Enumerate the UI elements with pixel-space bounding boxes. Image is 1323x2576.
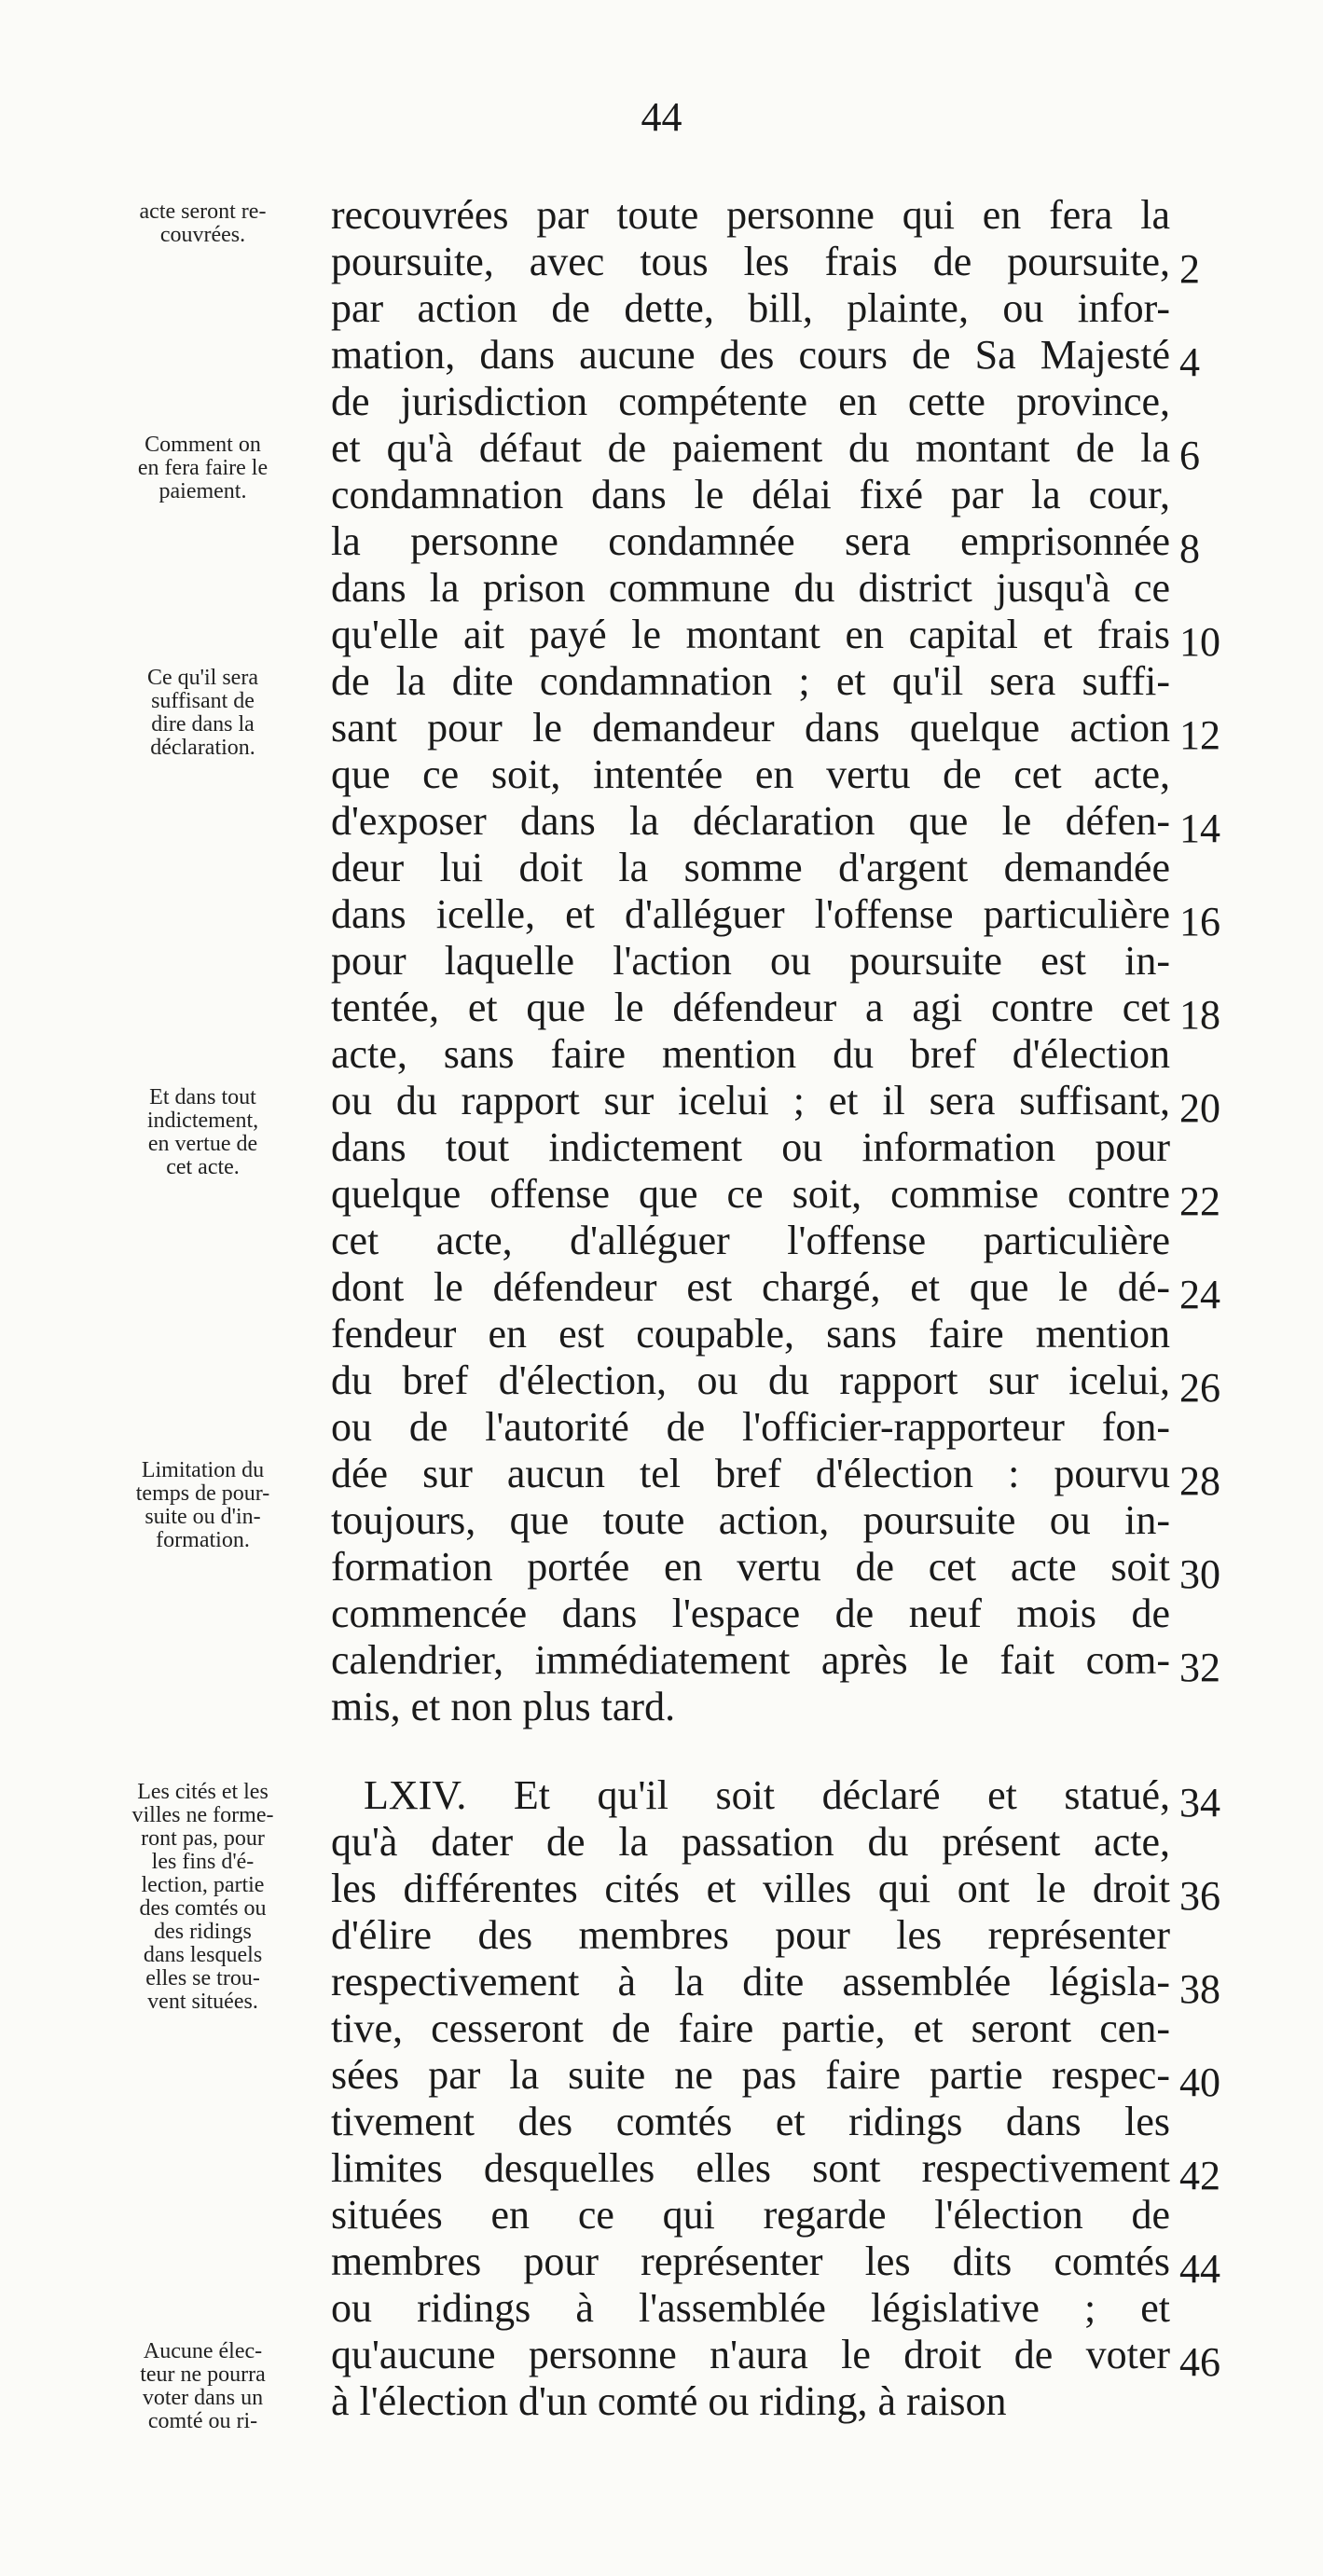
- line-number: 46: [1179, 2339, 1220, 2385]
- body-line: dans icelle, et d'alléguer l'offense particulière: [331, 891, 1170, 937]
- line-number: 4: [1179, 339, 1200, 385]
- body-line: la personne condamnée sera emprisonnée: [331, 518, 1170, 564]
- body-line: de la dite condamnation ; et qu'il sera suffi-: [331, 658, 1170, 704]
- margin-note: [103, 200, 303, 247]
- margin-note-line: elles se trou-: [145, 1966, 260, 1991]
- margin-note-line: suffisant de: [151, 689, 255, 713]
- body-line: ou ridings à l'assemblée législative ; et: [331, 2285, 1170, 2331]
- body-line: recouvrées par toute personne qui en fera la: [331, 192, 1170, 238]
- body-line: respectivement à la dite assemblée législa-: [331, 1959, 1170, 2004]
- line-number: 38: [1179, 1966, 1220, 2012]
- margin-note-line: villes ne forme-: [131, 1803, 274, 1827]
- line-number: 6: [1179, 433, 1200, 478]
- body-line: mation, dans aucune des cours de Sa Majesté: [331, 332, 1170, 378]
- line-number: 30: [1179, 1551, 1220, 1597]
- body-line: sées par la suite ne pas faire partie respec-: [331, 2052, 1170, 2098]
- body-line: calendrier, immédiatement après le fait com-: [331, 1637, 1170, 1683]
- line-number: 44: [1179, 2246, 1220, 2292]
- line-number: 22: [1179, 1178, 1220, 1224]
- line-number: 20: [1179, 1085, 1220, 1131]
- line-number: 42: [1179, 2153, 1220, 2198]
- body-line: que ce soit, intentée en vertu de cet acte,: [331, 751, 1170, 797]
- margin-note-line: Ce qu'il sera: [147, 666, 258, 690]
- body-line: qu'aucune personne n'aura le droit de voter: [331, 2332, 1170, 2377]
- body-line: LXIV. Et qu'il soit déclaré et statué,: [364, 1772, 1170, 1818]
- margin-note: [103, 667, 303, 760]
- body-line: les différentes cités et villes qui ont le droit: [331, 1866, 1170, 1911]
- margin-note-line: suite ou d'in-: [145, 1505, 261, 1529]
- body-line: tive, cesseront de faire partie, et seront cen-: [331, 2005, 1170, 2051]
- margin-note-line: des comtés ou: [139, 1896, 267, 1921]
- margin-note-line: teur ne pourra: [140, 2362, 266, 2387]
- margin-note-line: lection, partie: [141, 1873, 265, 1897]
- line-number: 16: [1179, 899, 1220, 944]
- body-line: du bref d'élection, ou du rapport sur icelui,: [331, 1357, 1170, 1403]
- body-line: toujours, que toute action, poursuite ou in-: [331, 1497, 1170, 1543]
- margin-note: [103, 434, 303, 503]
- body-line: poursuite, avec tous les frais de poursuite,: [331, 239, 1170, 284]
- body-line: deur lui doit la somme d'argent demandée: [331, 845, 1170, 890]
- margin-note-line: Les cités et les: [137, 1780, 269, 1804]
- margin-note: [103, 1459, 303, 1552]
- body-line: mis, et non plus tard.: [331, 1684, 676, 1729]
- body-line: et qu'à défaut de paiement du montant de la: [331, 425, 1170, 471]
- line-number: 8: [1179, 526, 1200, 572]
- margin-note-line: Aucune élec-: [143, 2339, 263, 2363]
- body-line: tentée, et que le défendeur a agi contre cet: [331, 985, 1170, 1030]
- body-line: de jurisdiction compétente en cette province,: [331, 379, 1170, 424]
- body-line: d'élire des membres pour les représenter: [331, 1912, 1170, 1958]
- margin-note-line: en vertue de: [147, 1132, 258, 1156]
- body-line: situées en ce qui regarde l'élection de: [331, 2192, 1170, 2238]
- body-line: qu'elle ait payé le montant en capital et frais: [331, 612, 1170, 657]
- body-line: sant pour le demandeur dans quelque action: [331, 705, 1170, 751]
- body-line: dée sur aucun tel bref d'élection : pourvu: [331, 1451, 1170, 1496]
- margin-note-line: Limitation du: [141, 1458, 265, 1482]
- margin-note-line: indictement,: [146, 1109, 259, 1133]
- margin-note-line: ront pas, pour: [141, 1826, 265, 1851]
- body-line: commencée dans l'espace de neuf mois de: [331, 1591, 1170, 1636]
- margin-note-line: formation.: [156, 1528, 250, 1552]
- body-line: cet acte, d'alléguer l'offense particulière: [331, 1218, 1170, 1263]
- body-line: condamnation dans le délai fixé par la cour,: [331, 472, 1170, 517]
- line-number: 10: [1179, 619, 1220, 665]
- body-line: tivement des comtés et ridings dans les: [331, 2099, 1170, 2144]
- margin-note-line: les fins d'é-: [151, 1850, 255, 1874]
- body-line: formation portée en vertu de cet acte soit: [331, 1544, 1170, 1590]
- margin-note-line: des ridings: [154, 1920, 252, 1944]
- margin-note: [103, 1086, 303, 1179]
- body-line: fendeur en est coupable, sans faire mention: [331, 1311, 1170, 1357]
- margin-note-line: couvrées.: [159, 223, 246, 247]
- margin-note: [103, 2340, 303, 2433]
- body-line: pour laquelle l'action ou poursuite est in-: [331, 938, 1170, 984]
- page-number: 44: [641, 94, 682, 140]
- margin-note-line: Comment on: [145, 433, 261, 457]
- body-line: dans la prison commune du district jusqu'à ce: [331, 565, 1170, 611]
- line-number: 26: [1179, 1365, 1220, 1411]
- line-number: 14: [1179, 806, 1220, 851]
- body-line: d'exposer dans la déclaration que le défen-: [331, 798, 1170, 844]
- line-number: 2: [1179, 246, 1200, 292]
- margin-note-line: vent situées.: [147, 1990, 258, 2014]
- line-number: 36: [1179, 1873, 1220, 1919]
- body-line: limites desquelles elles sont respectivement: [331, 2145, 1170, 2191]
- line-number: 34: [1179, 1780, 1220, 1825]
- margin-note-line: déclaration.: [150, 736, 255, 760]
- line-number: 28: [1179, 1458, 1220, 1504]
- body-line: ou de l'autorité de l'officier-rapporteur fon-: [331, 1404, 1170, 1450]
- body-line: à l'élection d'un comté ou riding, à raison: [331, 2378, 1007, 2424]
- line-number: 40: [1179, 2059, 1220, 2105]
- body-line: acte, sans faire mention du bref d'élection: [331, 1031, 1170, 1077]
- body-line: ou du rapport sur icelui ; et il sera suffisant,: [331, 1078, 1170, 1123]
- margin-note-line: en fera faire le: [137, 456, 269, 480]
- margin-note-line: cet acte.: [166, 1155, 240, 1179]
- body-line: qu'à dater de la passation du présent acte,: [331, 1819, 1170, 1865]
- margin-note-line: dans lesquels: [143, 1943, 263, 1967]
- margin-note-line: voter dans un: [142, 2386, 264, 2410]
- line-number: 32: [1179, 1645, 1220, 1690]
- body-line: par action de dette, bill, plainte, ou infor-: [331, 285, 1170, 331]
- line-number: 24: [1179, 1272, 1220, 1317]
- margin-note-line: dire dans la: [151, 712, 255, 737]
- margin-note-line: paiement.: [158, 479, 247, 503]
- body-line: membres pour représenter les dits comtés: [331, 2239, 1170, 2284]
- line-number: 12: [1179, 712, 1220, 758]
- margin-note-line: Et dans tout: [149, 1085, 256, 1109]
- body-line: dans tout indictement ou information pour: [331, 1124, 1170, 1170]
- body-line: dont le défendeur est chargé, et que le dé-: [331, 1264, 1170, 1310]
- line-number: 18: [1179, 992, 1220, 1038]
- margin-note-line: acte seront re-: [139, 200, 267, 224]
- margin-note-line: temps de pour-: [135, 1481, 270, 1506]
- margin-note-line: comté ou ri-: [147, 2409, 258, 2433]
- margin-note: [103, 1781, 303, 2014]
- body-line: quelque offense que ce soit, commise contre: [331, 1171, 1170, 1217]
